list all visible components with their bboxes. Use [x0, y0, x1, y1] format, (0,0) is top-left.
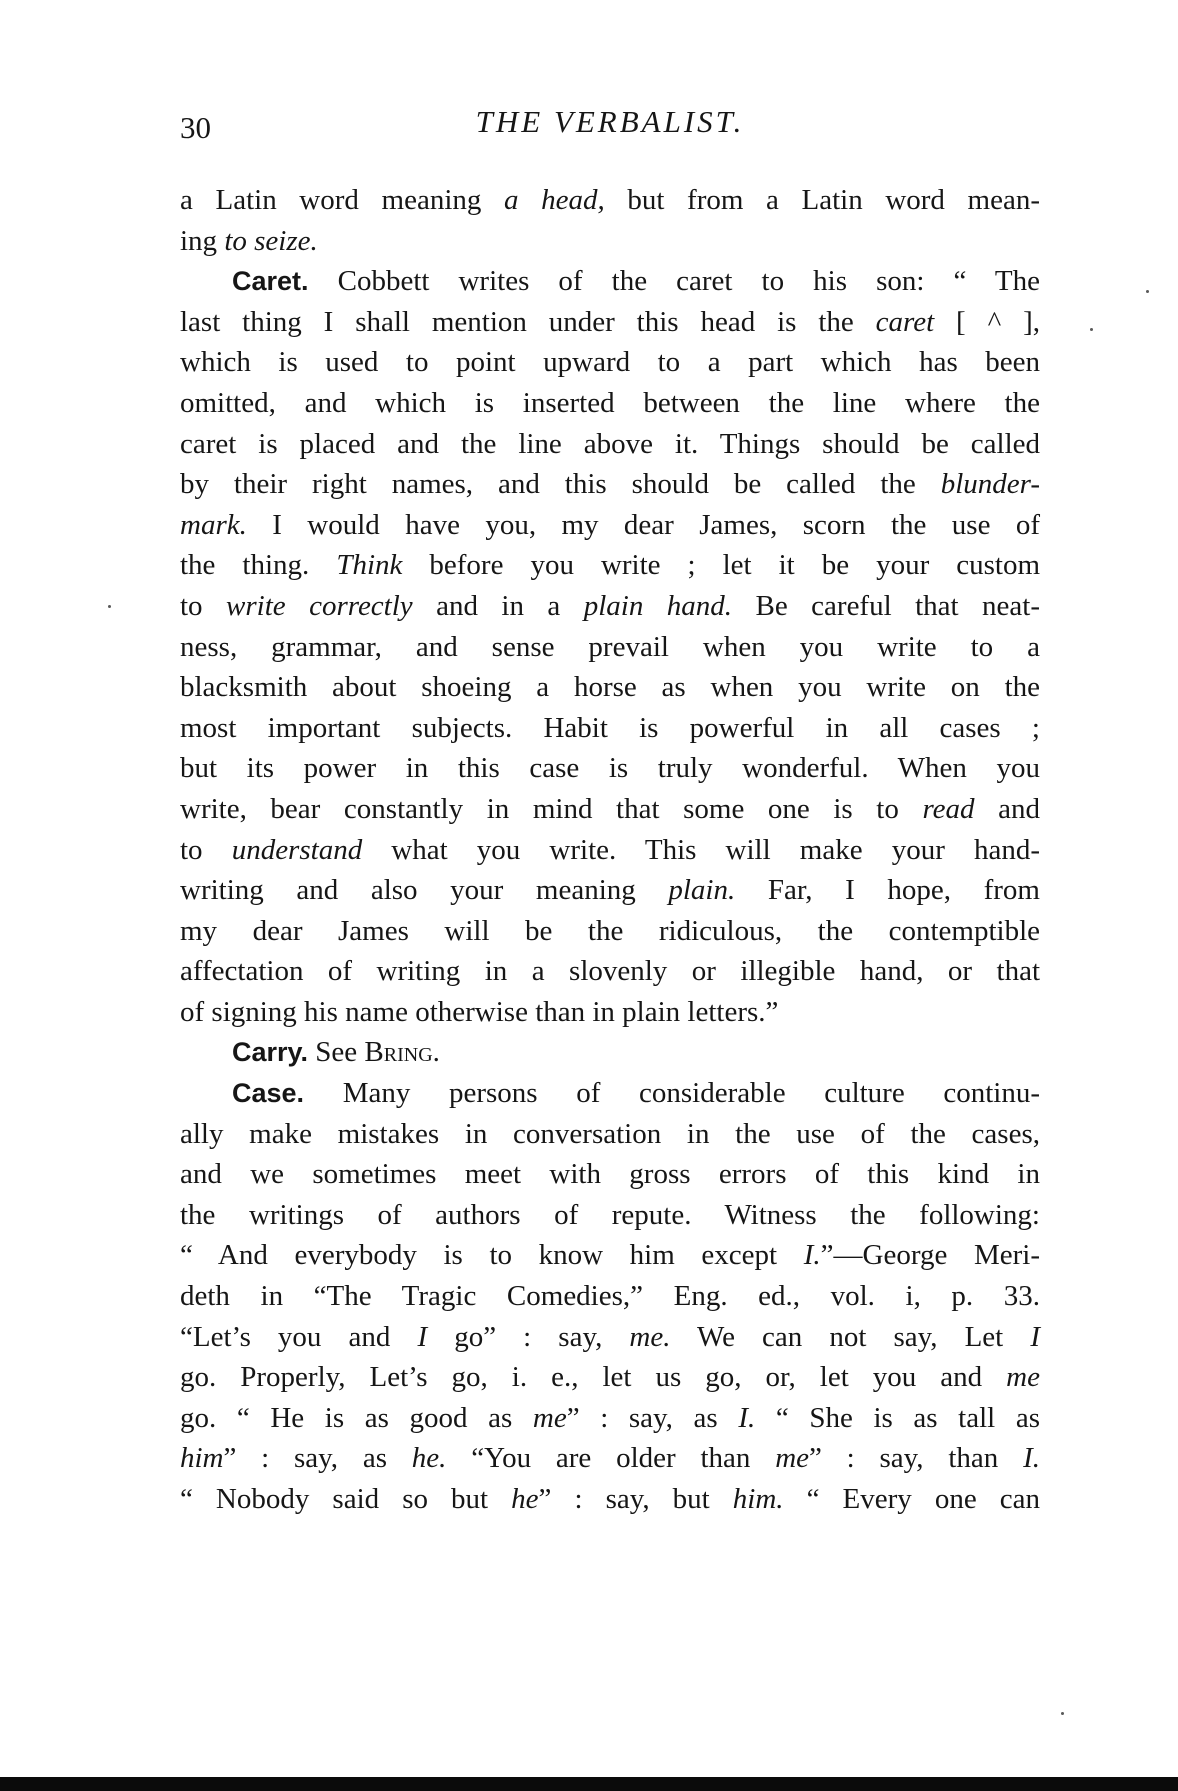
body-text [180, 180, 1040, 1520]
running-head: THE VERBALIST. [475, 104, 745, 139]
scan-speck [1146, 290, 1149, 293]
scan-speck [108, 605, 111, 608]
cross-reference-bring: Bring. [364, 1036, 440, 1069]
scan-speck [1061, 1712, 1064, 1715]
page-number: 30 [180, 110, 211, 145]
scan-speck [1090, 328, 1093, 331]
entry-case: Case. Many persons of considerable culture continu- ally make mistakes in conversation in the use of the cases, and we sometimes meet with gross errors of this kind in the writings of authors of repute. Witness the following: “ And everybody is to know him except I.”—George Meri- deth in “The Tragic Comedies,” Eng. ed., vol. i, p. 33. “Let’s you and I go” : say, me. We can not say, Let I go. Properly, Let’s go, i. e., let us go, or, let you and me go. “ He is as good as me” : say, as I. “ She is as tall as him” : say, as he. “You are older than me” : say, than I. “ Nobody said so but he” : say, but him. “ Every one can [180, 1077, 1041, 1515]
scan-edge-rule [0, 1777, 1178, 1791]
page-header [180, 100, 1040, 150]
paragraph-continuation: a Latin word meaning a head, but from a Latin word mean- ing to seize. [180, 184, 1041, 257]
entry-carry: Carry. See Bring. [232, 1036, 440, 1069]
headword-caret: Caret. [232, 266, 309, 297]
entry-caret: Caret. Cobbett writes of the caret to his son: “ The last thing I shall mention under this head is the caret [ ^ ], which is used to point upward to a part which has been omitted, and which is inserted between the line where the caret is placed and the line above it. Things should be called by their right names, and this should be called the blunder- mark. I would have you, my dear James, scorn the use of the thing. Think before you write ; let it be your custom to write correctly and in a plain hand. Be careful that neat- ness, grammar, and sense prevail when you write to a blacksmith about shoeing a horse as when you write on the most important subjects. Habit is powerful in all cases ; but its power in this case is truly wonderful. When you write, bear constantly in mind that some one is to read and to understand what you write. This will make your hand- writing and also your meaning plain. Far, I hope, from my dear James will be the ridiculous, the contemptible affectation of writing in a slovenly or illegible hand, or that of signing his name otherwise than in plain letters.” [180, 265, 1041, 1028]
headword-carry: Carry. [232, 1037, 309, 1068]
headword-case: Case. [232, 1078, 305, 1109]
